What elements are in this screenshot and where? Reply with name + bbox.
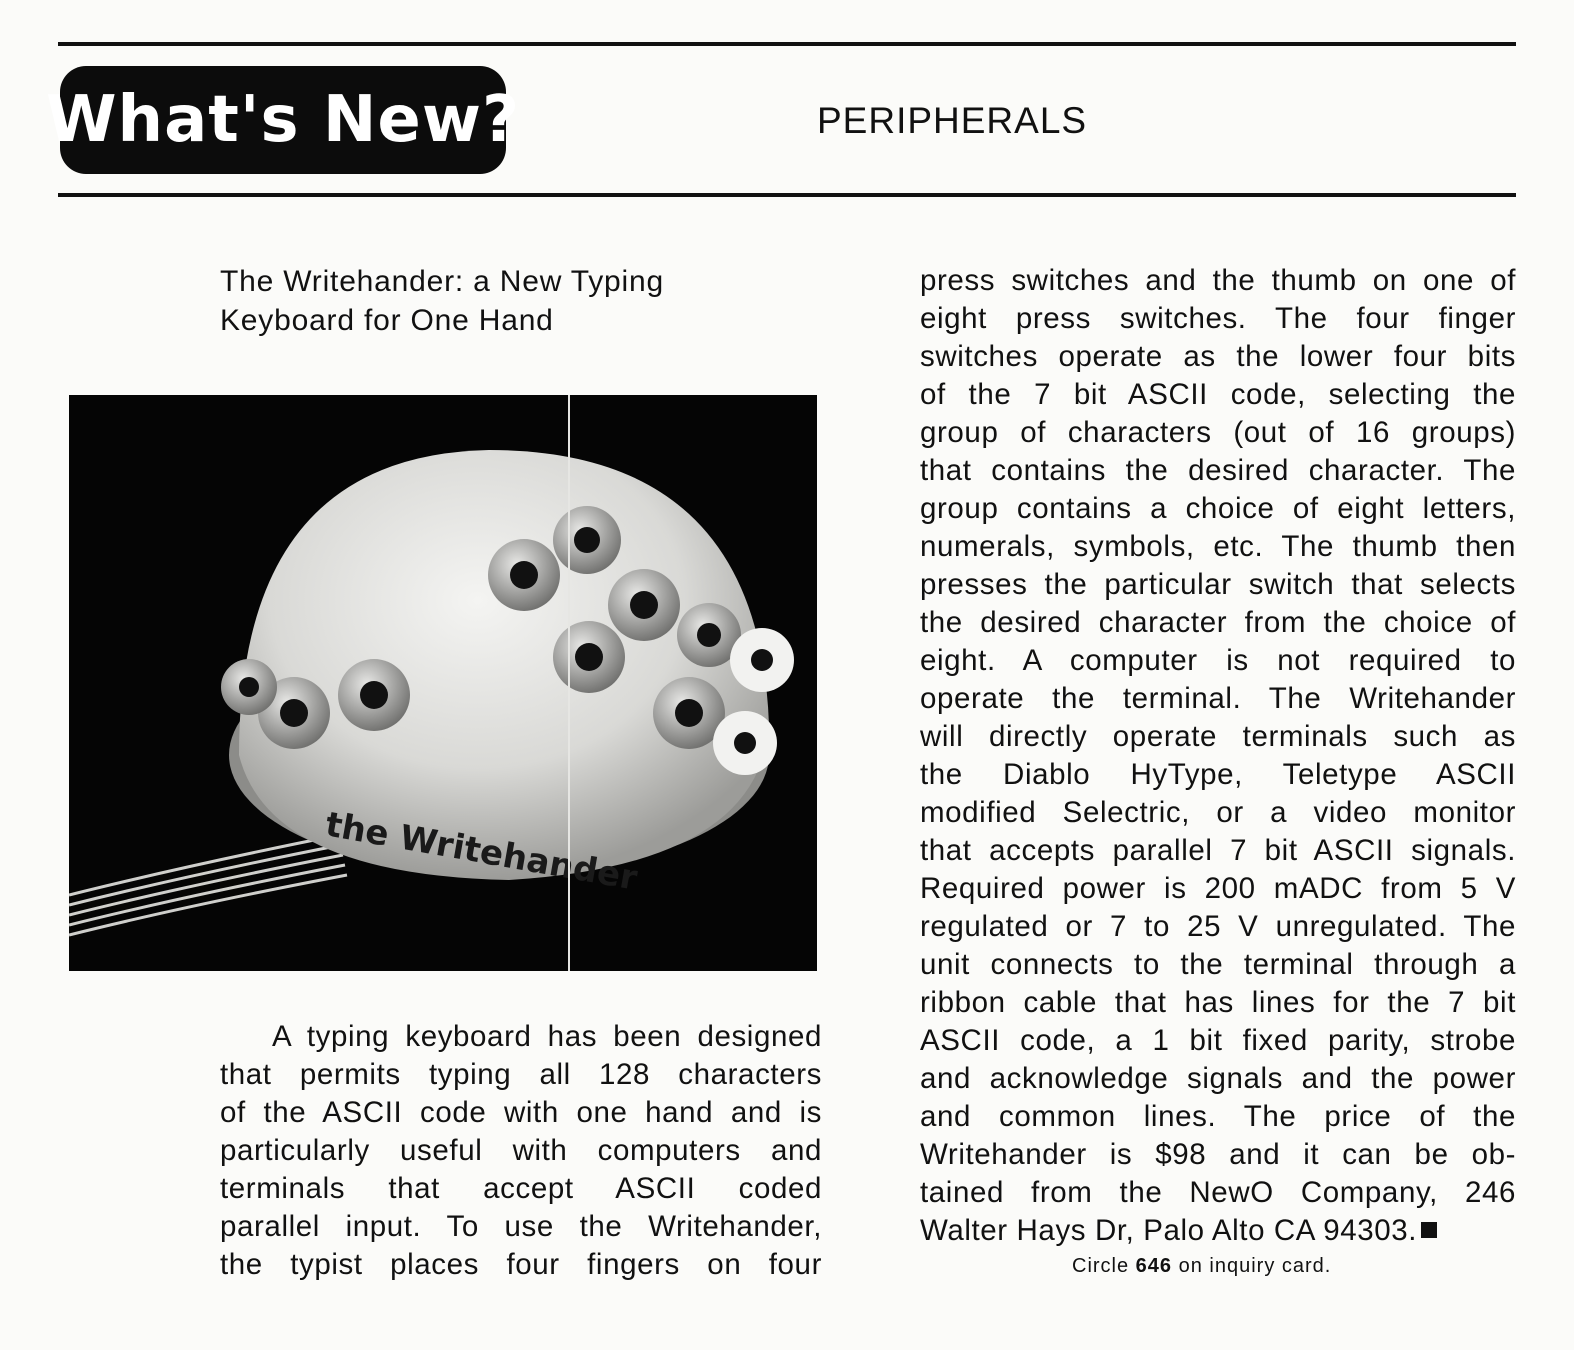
body-line: Writehander is $98 and it can be ob- — [920, 1138, 1516, 1171]
top-rule — [58, 42, 1516, 46]
writehander-photo — [69, 395, 817, 971]
body-line: of the 7 bit ASCII code, selecting the — [920, 378, 1516, 411]
logo-text: What's New? — [45, 83, 521, 157]
body-line: that accepts parallel 7 bit ASCII signals. — [920, 834, 1516, 867]
body-line: switches operate as the lower four bits — [920, 340, 1516, 373]
device-dome — [239, 450, 769, 880]
body-line: terminals that accept ASCII coded — [220, 1172, 822, 1205]
body-line: the Diablo HyType, Teletype ASCII — [920, 758, 1516, 791]
body-line: eight press switches. The four finger — [920, 302, 1516, 335]
body-line: unit connects to the terminal through a — [920, 948, 1516, 981]
ribbon-cable — [69, 835, 347, 935]
title-line: The Writehander: a New Typing — [220, 265, 664, 298]
body-line: and acknowledge signals and the power — [920, 1062, 1516, 1095]
body-line: the typist places four fingers on four — [220, 1248, 822, 1281]
body-line: that permits typing all 128 characters — [220, 1058, 822, 1091]
inquiry-prefix: Circle — [1072, 1255, 1136, 1277]
body-line: group contains a choice of eight letters, — [920, 492, 1516, 525]
body-line: numerals, symbols, etc. The thumb then — [920, 530, 1516, 563]
body-line: modified Selectric, or a video monitor — [920, 796, 1516, 829]
whats-new-logo — [45, 66, 521, 174]
body-line: group of characters (out of 16 groups) — [920, 416, 1516, 449]
article-body-left — [220, 1018, 822, 1284]
article-title — [220, 262, 780, 340]
body-line: particularly useful with computers and — [220, 1134, 822, 1167]
body-line: operate the terminal. The Writehander — [920, 682, 1516, 715]
article-body-right — [920, 262, 1516, 1250]
body-line: ASCII code, a 1 bit fixed parity, strobe — [920, 1024, 1516, 1057]
writehander-device-illustration — [69, 395, 817, 971]
body-line: the desired character from the choice of — [920, 606, 1516, 639]
body-line: and common lines. The price of the — [920, 1100, 1516, 1133]
final-line-text: Walter Hays Dr, Palo Alto CA 94303. — [920, 1214, 1418, 1247]
body-line: presses the particular switch that selects — [920, 568, 1516, 601]
body-line: parallel input. To use the Writehander, — [220, 1210, 822, 1243]
body-line: A typing keyboard has been designed — [272, 1020, 822, 1053]
body-line-final — [920, 1212, 1516, 1250]
body-line: Required power is 200 mADC from 5 V — [920, 872, 1516, 905]
inquiry-number: 646 — [1135, 1255, 1173, 1277]
body-line: tained from the NewO Company, 246 — [920, 1176, 1516, 1209]
body-line: that contains the desired character. The — [920, 454, 1516, 487]
body-line: eight. A computer is not required to — [920, 644, 1516, 677]
title-line: Keyboard for One Hand — [220, 304, 554, 337]
device-label: the Writehander — [322, 804, 641, 899]
body-line: of the ASCII code with one hand and is — [220, 1096, 822, 1129]
inquiry-note — [1072, 1255, 1331, 1278]
section-heading: PERIPHERALS — [817, 100, 1088, 141]
body-line: press switches and the thumb on one of — [920, 264, 1516, 297]
end-of-article-mark — [1421, 1222, 1437, 1238]
body-line: regulated or 7 to 25 V unregulated. The — [920, 910, 1516, 943]
body-line: ribbon cable that has lines for the 7 bit — [920, 986, 1516, 1019]
bottom-rule — [58, 193, 1516, 197]
body-line: will directly operate terminals such as — [920, 720, 1516, 753]
inquiry-suffix: on inquiry card. — [1172, 1255, 1332, 1277]
